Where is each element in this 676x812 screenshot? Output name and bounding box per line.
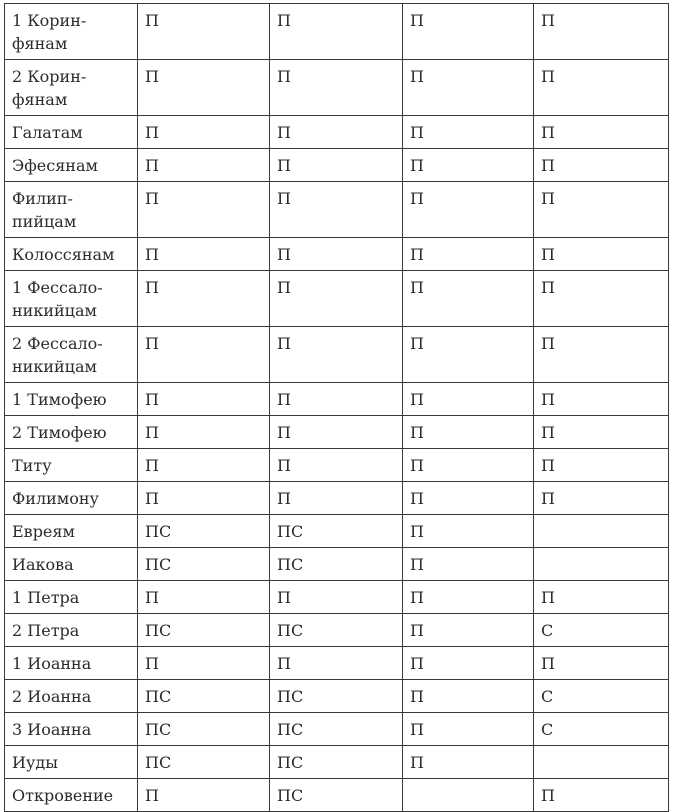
status-cell: П — [403, 383, 534, 416]
book-name-cell — [5, 182, 138, 238]
status-cell: ПС — [270, 515, 403, 548]
book-name-cell — [5, 238, 138, 271]
table-row — [5, 60, 669, 116]
book-name-cell — [5, 416, 138, 449]
book-name-line: Евреям — [12, 522, 75, 541]
status-cell: П — [534, 182, 669, 238]
table-row — [5, 4, 669, 60]
status-cell: ПС — [270, 746, 403, 779]
status-cell: ПС — [270, 548, 403, 581]
book-name-cell — [5, 383, 138, 416]
table-row — [5, 614, 669, 647]
status-cell: П — [534, 383, 669, 416]
table-row — [5, 327, 669, 383]
book-name-line: Колоссянам — [12, 245, 115, 264]
status-cell: П — [138, 182, 270, 238]
status-cell: П — [270, 482, 403, 515]
canon-table-body — [5, 4, 669, 812]
status-cell: П — [138, 327, 270, 383]
status-cell: П — [534, 116, 669, 149]
status-cell: П — [534, 271, 669, 327]
status-cell: П — [534, 238, 669, 271]
status-cell: П — [270, 581, 403, 614]
status-cell: П — [138, 149, 270, 182]
status-cell: П — [138, 116, 270, 149]
status-cell: П — [270, 327, 403, 383]
table-row — [5, 680, 669, 713]
status-cell: П — [403, 116, 534, 149]
book-name-cell — [5, 271, 138, 327]
table-row — [5, 449, 669, 482]
status-cell: П — [403, 647, 534, 680]
table-row — [5, 238, 669, 271]
book-name-line: 1 Тимофею — [12, 390, 107, 409]
book-name-cell — [5, 680, 138, 713]
status-cell: П — [403, 449, 534, 482]
book-name-cell — [5, 60, 138, 116]
status-cell — [403, 779, 534, 812]
status-cell: П — [403, 680, 534, 713]
status-cell: ПС — [270, 614, 403, 647]
status-cell: С — [534, 614, 669, 647]
status-cell: ПС — [138, 746, 270, 779]
table-row — [5, 149, 669, 182]
book-name-line: Титу — [12, 456, 52, 475]
book-name-cell — [5, 779, 138, 812]
book-name-cell — [5, 327, 138, 383]
status-cell: П — [138, 383, 270, 416]
book-name-line: Иакова — [12, 555, 74, 574]
status-cell — [534, 515, 669, 548]
book-name-cell — [5, 548, 138, 581]
book-name-line: фянам — [12, 90, 68, 109]
book-name-line: 2 Иоанна — [12, 687, 92, 706]
status-cell: П — [138, 647, 270, 680]
status-cell: П — [138, 779, 270, 812]
book-name-line: Эфесянам — [12, 156, 98, 175]
status-cell: П — [270, 416, 403, 449]
book-name-line: Галатам — [12, 123, 83, 142]
status-cell — [534, 746, 669, 779]
status-cell: ПС — [270, 713, 403, 746]
book-name-cell — [5, 116, 138, 149]
table-row — [5, 416, 669, 449]
status-cell: ПС — [270, 779, 403, 812]
status-cell: П — [403, 746, 534, 779]
book-name-line: никийцам — [12, 357, 97, 376]
status-cell: ПС — [270, 680, 403, 713]
table-row — [5, 647, 669, 680]
status-cell: П — [534, 4, 669, 60]
status-cell: П — [138, 581, 270, 614]
status-cell: П — [403, 515, 534, 548]
status-cell: П — [138, 271, 270, 327]
status-cell: П — [534, 581, 669, 614]
book-name-cell — [5, 4, 138, 60]
book-name-line: 1 Петра — [12, 588, 80, 607]
status-cell: П — [270, 383, 403, 416]
status-cell: П — [534, 482, 669, 515]
status-cell: П — [403, 548, 534, 581]
status-cell: П — [138, 60, 270, 116]
status-cell: ПС — [138, 680, 270, 713]
book-name-line: 2 Фессало- — [12, 334, 103, 353]
table-row — [5, 515, 669, 548]
status-cell: П — [534, 779, 669, 812]
table-row — [5, 271, 669, 327]
status-cell: П — [270, 4, 403, 60]
status-cell: П — [534, 449, 669, 482]
table-row — [5, 548, 669, 581]
status-cell: П — [270, 182, 403, 238]
book-name-line: 3 Иоанна — [12, 720, 92, 739]
status-cell: П — [403, 182, 534, 238]
status-cell: П — [270, 149, 403, 182]
status-cell: ПС — [138, 713, 270, 746]
table-row — [5, 383, 669, 416]
book-name-cell — [5, 449, 138, 482]
book-name-cell — [5, 746, 138, 779]
book-name-line: 2 Петра — [12, 621, 80, 640]
book-name-line: 1 Корин- — [12, 11, 87, 30]
status-cell: П — [534, 149, 669, 182]
canon-table — [4, 3, 669, 812]
book-name-cell — [5, 149, 138, 182]
table-row — [5, 182, 669, 238]
table-row — [5, 713, 669, 746]
table-row — [5, 482, 669, 515]
book-name-line: Филимону — [12, 489, 99, 508]
status-cell: П — [403, 238, 534, 271]
status-cell: П — [403, 416, 534, 449]
status-cell — [534, 548, 669, 581]
status-cell: П — [403, 581, 534, 614]
status-cell: С — [534, 680, 669, 713]
status-cell: П — [270, 60, 403, 116]
status-cell: П — [403, 614, 534, 647]
status-cell: П — [270, 271, 403, 327]
book-name-line: Иуды — [12, 753, 58, 772]
book-name-cell — [5, 482, 138, 515]
book-name-cell — [5, 713, 138, 746]
status-cell: П — [403, 713, 534, 746]
status-cell: П — [534, 647, 669, 680]
table-row — [5, 116, 669, 149]
book-name-line: 2 Тимофею — [12, 423, 107, 442]
status-cell: ПС — [138, 548, 270, 581]
status-cell: С — [534, 713, 669, 746]
status-cell: П — [270, 647, 403, 680]
status-cell: П — [138, 238, 270, 271]
status-cell: П — [403, 149, 534, 182]
status-cell: П — [534, 327, 669, 383]
book-name-line: Откровение — [12, 786, 114, 805]
status-cell: П — [403, 271, 534, 327]
table-row — [5, 779, 669, 812]
book-name-cell — [5, 515, 138, 548]
status-cell: П — [270, 449, 403, 482]
status-cell: П — [138, 482, 270, 515]
status-cell: П — [403, 4, 534, 60]
table-row — [5, 746, 669, 779]
book-name-line: Филип- — [12, 189, 73, 208]
book-name-cell — [5, 581, 138, 614]
status-cell: ПС — [138, 515, 270, 548]
status-cell: П — [403, 482, 534, 515]
book-name-line: 1 Иоанна — [12, 654, 92, 673]
status-cell: П — [534, 416, 669, 449]
status-cell: П — [534, 60, 669, 116]
book-name-line: никийцам — [12, 301, 97, 320]
book-name-line: пийцам — [12, 212, 77, 231]
status-cell: П — [270, 116, 403, 149]
status-cell: П — [138, 4, 270, 60]
book-name-cell — [5, 647, 138, 680]
status-cell: П — [270, 238, 403, 271]
status-cell: П — [403, 60, 534, 116]
status-cell: П — [138, 449, 270, 482]
book-name-line: 2 Корин- — [12, 67, 87, 86]
book-name-cell — [5, 614, 138, 647]
status-cell: П — [138, 416, 270, 449]
book-name-line: фянам — [12, 34, 68, 53]
status-cell: П — [403, 327, 534, 383]
book-name-line: 1 Фессало- — [12, 278, 103, 297]
table-row — [5, 581, 669, 614]
status-cell: ПС — [138, 614, 270, 647]
